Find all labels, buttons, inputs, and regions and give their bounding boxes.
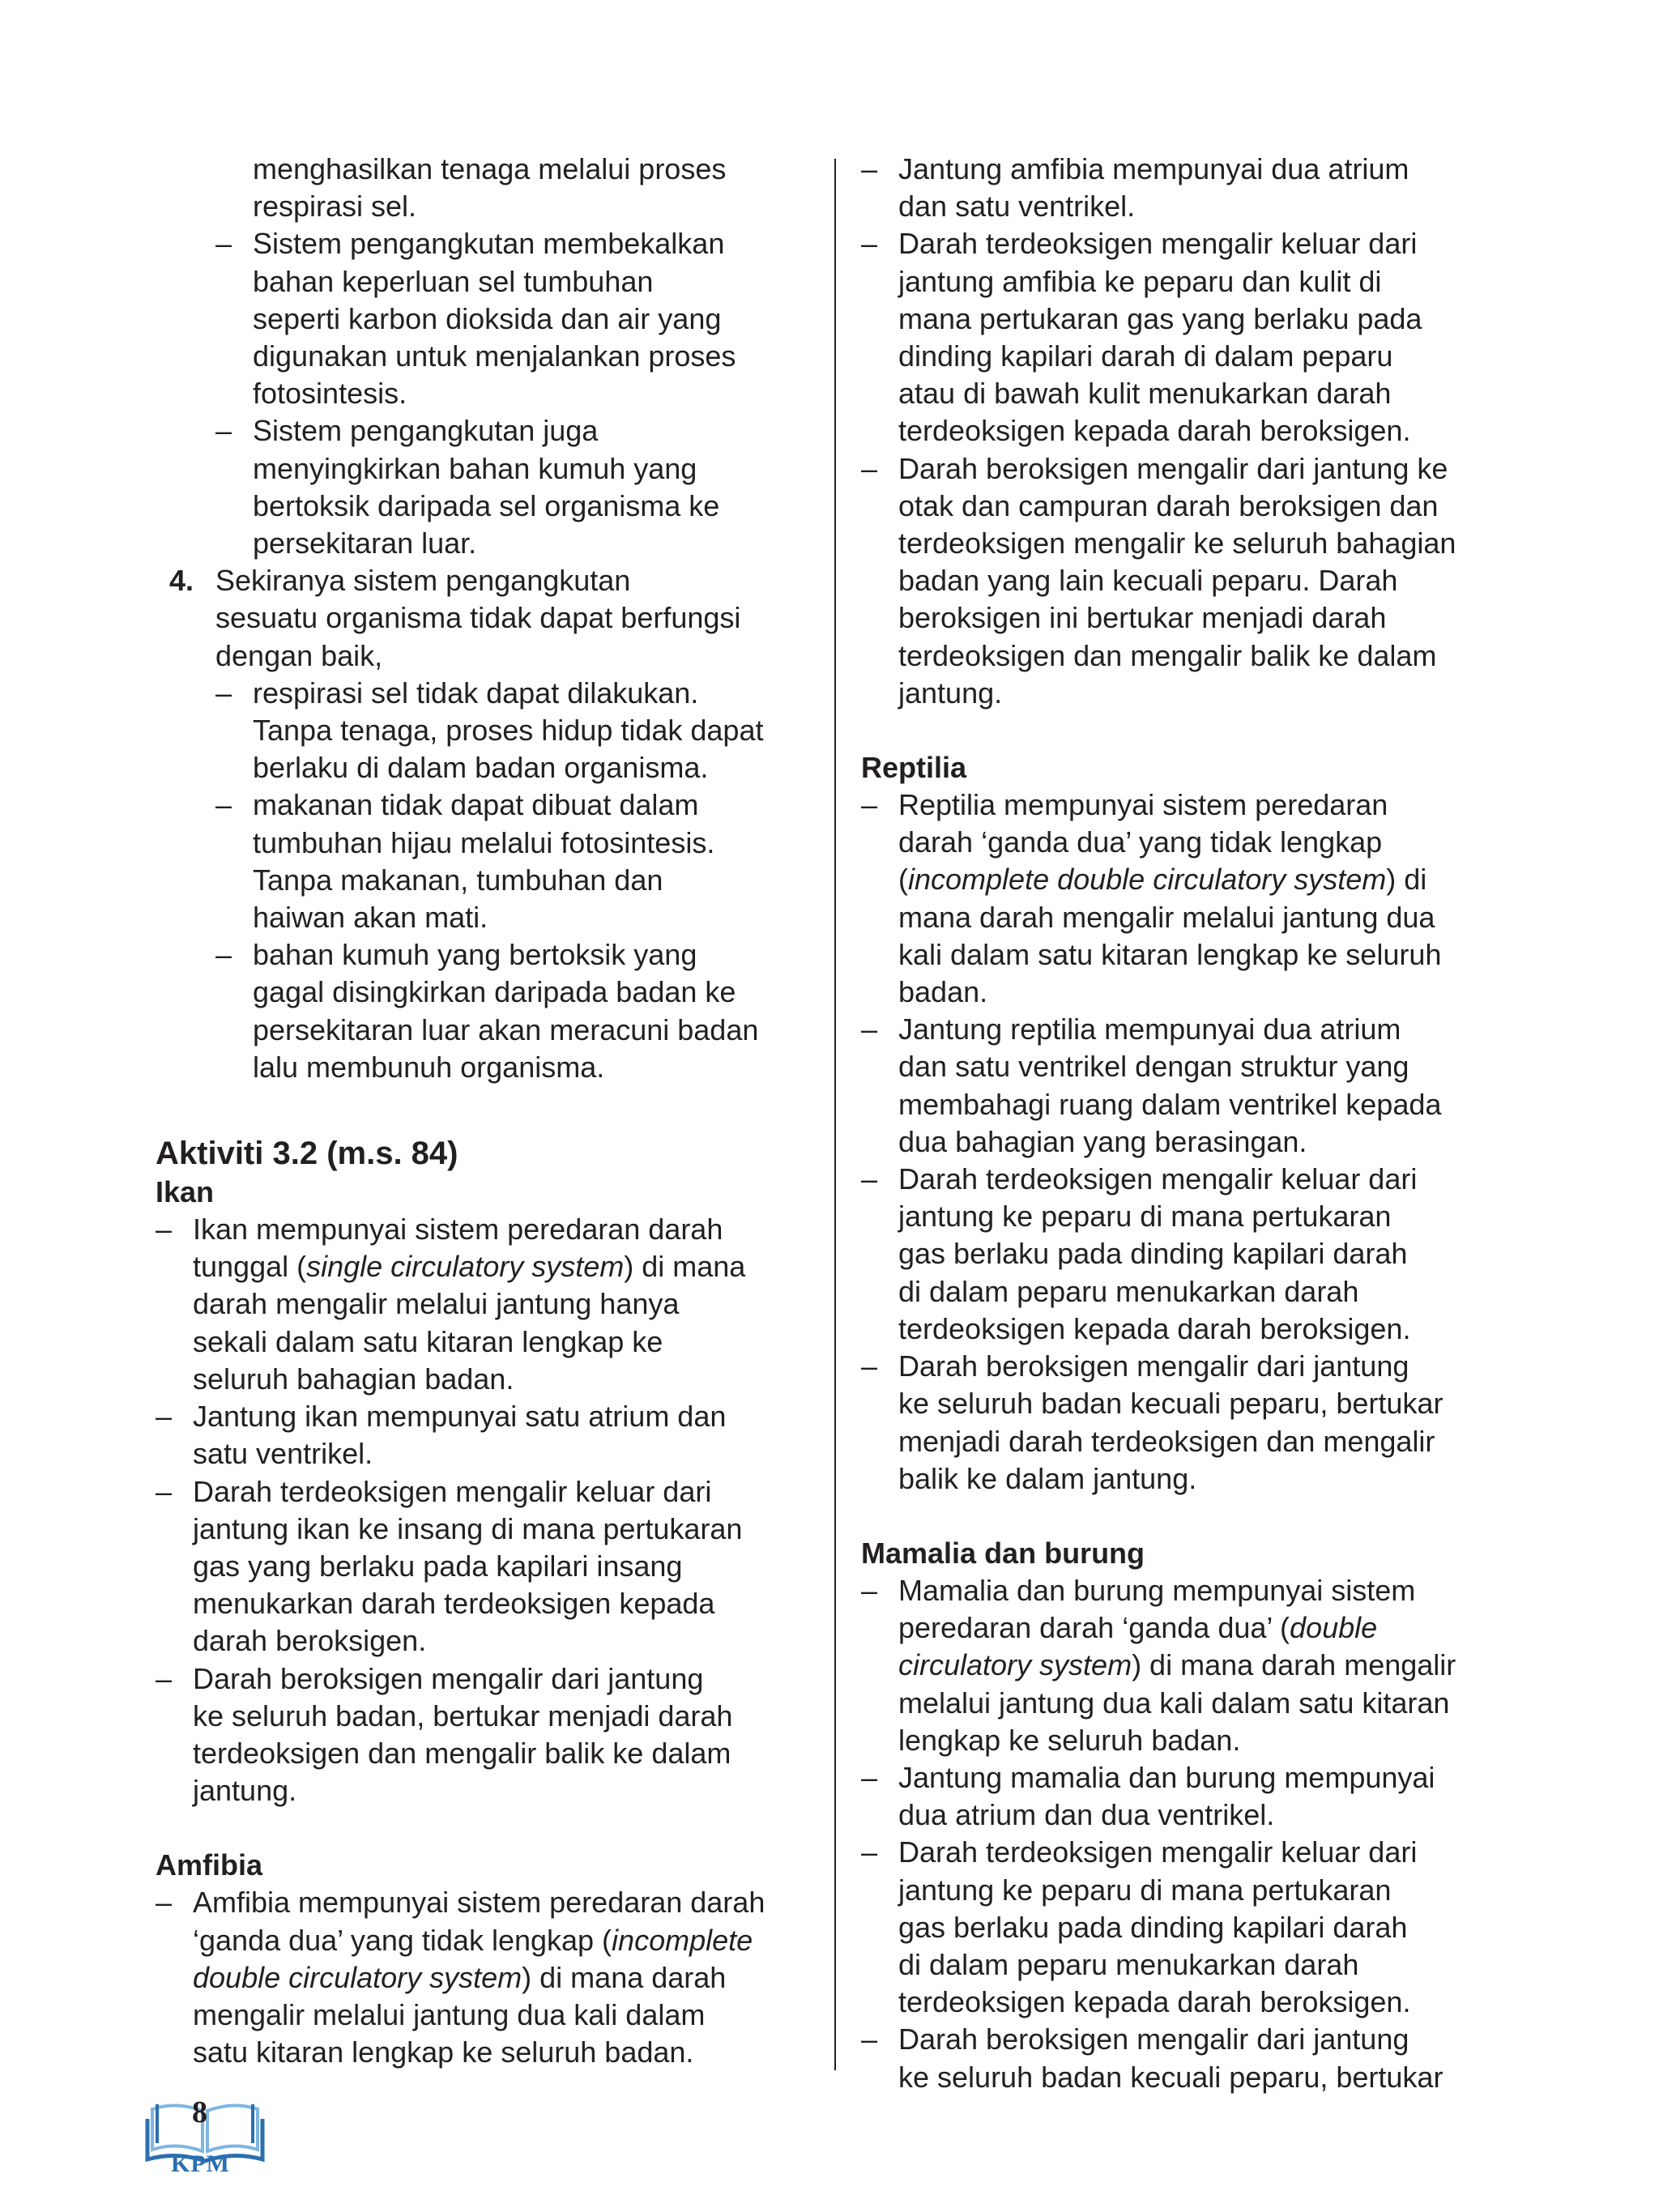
italic-term: incomplete <box>612 1923 753 1957</box>
section-heading-ikan: Ikan <box>156 1175 215 1209</box>
text-run: peredaran darah ‘ganda dua’ ( <box>898 1611 1290 1645</box>
italic-term: circulatory system <box>898 1648 1132 1682</box>
dash-bullet: – <box>156 1661 173 1695</box>
dash-bullet: – <box>156 1213 173 1247</box>
italic-term: incomplete double circulatory system <box>908 863 1387 897</box>
bullet-item <box>156 1211 816 1398</box>
bullet-item <box>861 1834 1521 2021</box>
dash-bullet: – <box>861 451 878 485</box>
italic-term: double circulatory system <box>193 1960 522 1994</box>
text-line: Darah terdeoksigen mengalir keluar dari <box>193 1474 712 1508</box>
text-line <box>193 1922 816 1959</box>
text-line: dengan baik, <box>215 638 383 672</box>
bullet-item <box>861 1348 1521 1498</box>
italic-term: single circulatory system <box>306 1250 625 1284</box>
text-line: Jantung ikan mempunyai satu atrium dan <box>193 1400 727 1434</box>
bullet-item <box>156 1660 816 1810</box>
publisher-logo-text: KPM <box>171 2150 230 2177</box>
dash-bullet: – <box>215 938 232 972</box>
text-line: bahan kumuh yang bertoksik yang <box>253 938 697 972</box>
text-line: dan satu ventrikel. <box>898 190 1136 224</box>
text-line: terdeoksigen kepada darah beroksigen. <box>898 414 1411 448</box>
text-run: ) di <box>1386 863 1427 897</box>
text-run: tunggal ( <box>193 1250 307 1284</box>
text-line: menyingkirkan bahan kumuh yang <box>253 451 697 485</box>
text-line: bertoksik daripada sel organisma ke <box>253 488 720 522</box>
text-line: ke seluruh badan, bertukar menjadi darah <box>193 1698 733 1733</box>
text-line: Sistem pengangkutan juga <box>253 414 599 448</box>
text-line: mana darah mengalir melalui jantung dua <box>898 900 1435 934</box>
numbered-item-4 <box>156 562 816 675</box>
text-line: Darah terdeoksigen mengalir keluar dari <box>898 227 1418 261</box>
text-run: ) di mana <box>624 1250 746 1284</box>
dash-bullet: – <box>156 1400 173 1434</box>
continued-text <box>156 151 816 225</box>
bullet-item <box>156 1473 816 1660</box>
text-line: mengalir melalui jantung dua kali dalam <box>193 1997 706 2031</box>
text-line: tumbuhan hijau melalui fotosintesis. <box>253 825 715 859</box>
dash-bullet: – <box>861 788 878 822</box>
text-line: digunakan untuk menjalankan proses <box>253 339 736 373</box>
text-line: melalui jantung dua kali dalam satu kitaran <box>898 1686 1450 1720</box>
text-line: makanan tidak dapat dibuat dalam <box>253 788 699 822</box>
text-line: ke seluruh badan kecuali peparu, bertukar <box>898 2060 1444 2094</box>
text-line: haiwan akan mati. <box>253 901 488 935</box>
bullet-item <box>861 450 1521 712</box>
text-line <box>898 861 1521 898</box>
text-line: gas berlaku pada dinding kapilari darah <box>898 1237 1408 1271</box>
bullet-item <box>861 151 1521 225</box>
text-line: persekitaran luar akan meracuni badan <box>253 1012 759 1046</box>
column-divider <box>834 159 836 2070</box>
bullet-item <box>861 2021 1521 2095</box>
dash-bullet: – <box>861 227 878 261</box>
text-line: seperti karbon dioksida dan air yang <box>253 301 722 335</box>
text-line: jantung amfibia ke peparu dan kulit di <box>898 264 1382 298</box>
text-line: Ikan mempunyai sistem peredaran darah <box>193 1213 723 1247</box>
text-line: jantung. <box>898 676 1003 710</box>
text-line: respirasi sel tidak dapat dilakukan. <box>253 676 699 710</box>
text-line: membahagi ruang dalam ventrikel kepada <box>898 1087 1442 1121</box>
section-heading-mamalia: Mamalia dan burung <box>861 1536 1145 1570</box>
dash-bullet: – <box>861 1760 878 1794</box>
left-column <box>156 151 816 2071</box>
text-line: Darah terdeoksigen mengalir keluar dari <box>898 1835 1418 1869</box>
bullet-item <box>156 1884 816 2071</box>
text-line: berlaku di dalam badan organisma. <box>253 751 709 785</box>
page-number: 8 <box>192 2095 207 2129</box>
text-line: lengkap ke seluruh badan. <box>898 1723 1241 1757</box>
text-line: seluruh bahagian badan. <box>193 1362 514 1396</box>
dash-bullet: – <box>215 227 232 261</box>
text-line <box>193 1959 816 1997</box>
text-line: Tanpa tenaga, proses hidup tidak dapat <box>253 714 764 748</box>
section-heading-reptilia: Reptilia <box>861 751 967 785</box>
bullet-item <box>156 1398 816 1473</box>
text-line: Sistem pengangkutan membekalkan <box>253 227 725 261</box>
text-line: gas yang berlaku pada kapilari insang <box>193 1549 683 1583</box>
text-line: badan yang lain kecuali peparu. Darah <box>898 564 1398 598</box>
item-number: 4. <box>169 564 194 598</box>
text-line: menghasilkan tenaga melalui proses <box>253 152 727 185</box>
sub-bullet <box>156 786 816 936</box>
bullet-item <box>861 786 1521 1011</box>
text-line <box>898 1647 1521 1684</box>
text-line: sekali dalam satu kitaran lengkap ke <box>193 1324 663 1358</box>
text-line: Mamalia dan burung mempunyai sistem <box>898 1573 1416 1607</box>
bullet-item <box>861 1011 1521 1161</box>
sub-bullet <box>156 675 816 787</box>
text-line: otak dan campuran darah beroksigen dan <box>898 488 1439 522</box>
text-line: terdeoksigen kepada darah beroksigen. <box>898 1985 1411 2019</box>
text-line: Darah beroksigen mengalir dari jantung <box>193 1661 704 1695</box>
text-line: atau di bawah kulit menukarkan darah <box>898 377 1392 411</box>
text-line: Darah beroksigen mengalir dari jantung <box>898 1349 1410 1383</box>
dash-bullet: – <box>215 676 232 710</box>
text-line: dan satu ventrikel dengan struktur yang <box>898 1050 1410 1084</box>
text-line: fotosintesis. <box>253 377 407 411</box>
text-run: ) di mana darah mengalir <box>1132 1648 1456 1682</box>
text-line: dinding kapilari darah di dalam peparu <box>898 339 1393 373</box>
sub-bullet <box>156 936 816 1086</box>
text-line: Jantung amfibia mempunyai dua atrium <box>898 152 1410 185</box>
text-line: kali dalam satu kitaran lengkap ke seluruh <box>898 937 1442 971</box>
text-line: terdeoksigen mengalir ke seluruh bahagian <box>898 526 1456 560</box>
text-run: ) di mana darah <box>522 1960 727 1994</box>
text-line: Darah beroksigen mengalir dari jantung <box>898 2022 1410 2056</box>
dash-bullet: – <box>861 1349 878 1383</box>
dash-bullet: – <box>861 1835 878 1869</box>
text-line: Tanpa makanan, tumbuhan dan <box>253 863 663 897</box>
text-line: terdeoksigen dan mengalir balik ke dalam <box>193 1736 731 1770</box>
text-line: gagal disingkirkan daripada badan ke <box>253 975 736 1009</box>
text-line: sesuatu organisma tidak dapat berfungsi <box>215 601 741 635</box>
dash-bullet: – <box>861 1162 878 1196</box>
text-line: badan. <box>898 975 988 1009</box>
text-line: satu kitaran lengkap ke seluruh badan. <box>193 2035 694 2069</box>
text-line <box>193 1248 816 1285</box>
text-line: satu ventrikel. <box>193 1437 373 1471</box>
text-line: jantung. <box>193 1774 297 1808</box>
bullet-item <box>861 1572 1521 1759</box>
dash-bullet: – <box>215 788 232 822</box>
italic-term: double <box>1290 1611 1378 1645</box>
dash-bullet: – <box>861 1012 878 1046</box>
text-line: bahan keperluan sel tumbuhan <box>253 264 654 298</box>
text-line: jantung ikan ke insang di mana pertukaran <box>193 1511 743 1545</box>
text-line: respirasi sel. <box>253 190 417 224</box>
bullet-item <box>861 225 1521 450</box>
text-run: ‘ganda dua’ yang tidak lengkap ( <box>193 1923 612 1957</box>
text-line: Jantung mamalia dan burung mempunyai <box>898 1760 1435 1794</box>
text-line: balik ke dalam jantung. <box>898 1461 1197 1495</box>
text-line: Jantung reptilia mempunyai dua atrium <box>898 1012 1401 1046</box>
text-line: Darah beroksigen mengalir dari jantung ke <box>898 451 1448 485</box>
text-line: persekitaran luar. <box>253 526 477 560</box>
text-line: mana pertukaran gas yang berlaku pada <box>898 301 1422 335</box>
text-line: jantung ke peparu di mana pertukaran <box>898 1200 1392 1234</box>
text-line: di dalam peparu menukarkan darah <box>898 1947 1359 1981</box>
text-line: Reptilia mempunyai sistem peredaran <box>898 788 1388 822</box>
text-line: darah beroksigen. <box>193 1624 427 1658</box>
text-line: terdeoksigen kepada darah beroksigen. <box>898 1311 1411 1345</box>
text-line: darah ‘ganda dua’ yang tidak lengkap <box>898 825 1383 859</box>
activity-heading: Aktiviti 3.2 (m.s. 84) <box>156 1136 458 1172</box>
text-line: dua bahagian yang berasingan. <box>898 1124 1307 1158</box>
text-line: jantung ke peparu di mana pertukaran <box>898 1873 1392 1907</box>
text-line: dua atrium dan dua ventrikel. <box>898 1798 1275 1832</box>
dash-bullet: – <box>861 1573 878 1607</box>
dash-bullet: – <box>861 152 878 185</box>
text-line: Darah terdeoksigen mengalir keluar dari <box>898 1162 1418 1196</box>
dash-bullet: – <box>156 1886 173 1920</box>
text-line: gas berlaku pada dinding kapilari darah <box>898 1910 1408 1944</box>
text-line: menukarkan darah terdeoksigen kepada <box>193 1587 715 1621</box>
bullet-item <box>861 1161 1521 1348</box>
bullet-item <box>861 1759 1521 1834</box>
section-heading-amfibia: Amfibia <box>156 1848 263 1882</box>
text-run: ( <box>898 863 908 897</box>
sub-bullet <box>156 225 816 412</box>
text-line: menjadi darah terdeoksigen dan mengalir <box>898 1424 1435 1458</box>
dash-bullet: – <box>861 2022 878 2056</box>
text-line <box>898 1609 1521 1647</box>
dash-bullet: – <box>215 414 232 448</box>
text-line: Amfibia mempunyai sistem peredaran darah <box>193 1886 766 1920</box>
text-line: ke seluruh badan kecuali peparu, bertukar <box>898 1387 1444 1421</box>
right-column <box>861 151 1521 2096</box>
text-line: terdeoksigen dan mengalir balik ke dalam <box>898 638 1437 672</box>
dash-bullet: – <box>156 1474 173 1508</box>
text-line: di dalam peparu menukarkan darah <box>898 1274 1359 1308</box>
text-line: darah mengalir melalui jantung hanya <box>193 1287 680 1321</box>
text-line: beroksigen ini bertukar menjadi darah <box>898 601 1387 635</box>
sub-bullet <box>156 412 816 562</box>
text-line: Sekiranya sistem pengangkutan <box>215 564 631 598</box>
text-line: lalu membunuh organisma. <box>253 1050 605 1084</box>
